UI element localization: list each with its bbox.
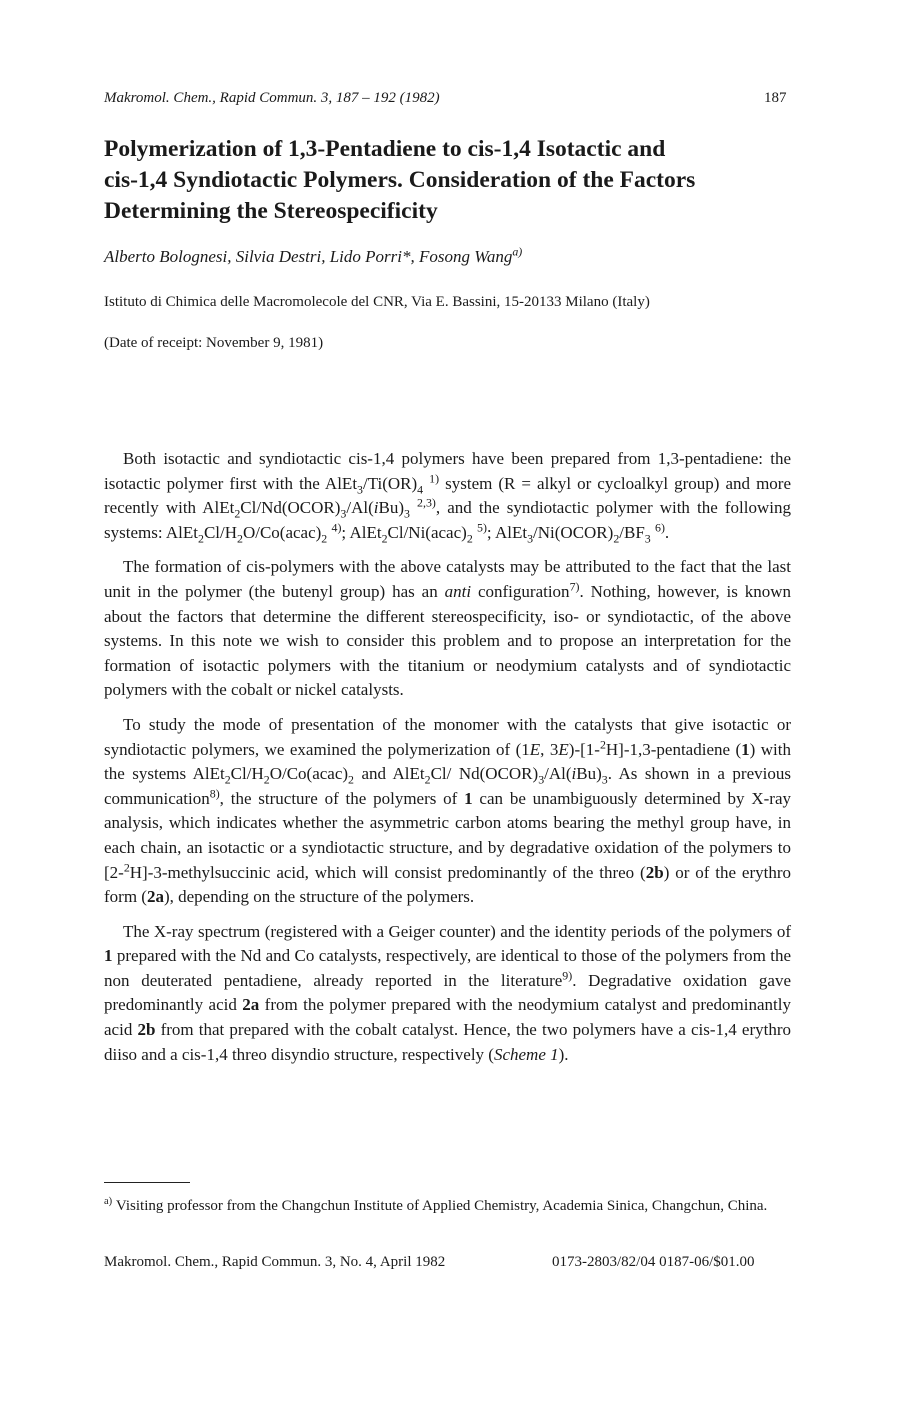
article-body [104,447,791,1077]
paragraph-3: To study the mode of presentation of the monomer with the catalysts that give isotactic or syndiotactic polymers, we examined the polymerization of (1E, 3E)-[1-$^2$H]-1,3-pentadiene (1) with the systems $AlEt_2Cl/H_2O/Co(acac)_2$ and AlEt$_2$Cl/ $Nd(OCOR)_3/Al(iBu)_3$. As shown in a previous communication$^{8)}$, the structure of the polymers of 1 can be unambiguously determined by X-ray analysis, which indicates whether the asymmetric carbon atoms bearing the methyl group have, in each chain, an isotactic or a syndiotactic structure, and by degradative oxidation of the polymers to [2-$^2$H]-3-methylsuccinic acid, which will consist predominantly of the threo (2b) or of the erythro form (2a), depending on the structure of the polymers. [104,714,792,907]
footnote-text: Visiting professor from the Changchun Institute of Applied Chemistry, Academia Sinica, Changchun, China. [115,1198,768,1214]
affiliation: Istituto di Chimica delle Macromolecole del CNR, Via E. Bassini, 15-20133 Milano (Italy) [104,294,650,310]
footnote-mark: a) [104,1196,113,1207]
authors [104,244,523,267]
paragraph-1: Both isotactic and syndiotactic cis-1,4 polymers have been prepared from 1,3-pentadiene: the isotactic polymer first with the $AlEt_3/Ti(OR)_4$ $^{1)}$ system (R = alkyl or cycloalkyl group) and more recently with $AlEt_2Cl/Nd(OCOR)_3/Al(iBu)_3$ $^{2,3)}$, and the syndiotactic polymer with the following systems: $AlEt_2Cl/H_2O/Co(acac)_2$ $^{4)}$; $AlEt_2Cl/Ni(acac)_2$ $^{5)}$; $AlEt_3/Ni(OCOR)_2/BF_3$ $^{6)}$. [104,449,792,546]
author-footnote-mark: a) [512,244,523,259]
page-number: 187 [764,90,787,106]
title-line-1: Polymerization of 1,3-Pentadiene to cis-1,4 Isotactic and [104,136,666,162]
footnote [104,1196,794,1216]
author-list: Alberto Bolognesi, Silvia Destri, Lido Porri*, Fosong Wang [104,247,513,266]
footnote-divider [104,1182,190,1183]
article-title [104,134,804,227]
paragraph-4: The X-ray spectrum (registered with a Geiger counter) and the identity periods of the polymers of 1 prepared with the Nd and Co catalysts, respectively, are identical to those of the polymers from the non deuterated pentadiene, already reported in the literature$^{9)}$. Degradative oxidation gave predominantly acid 2a from the polymer prepared with the neodymium catalyst and predominantly acid 2b from that prepared with the cobalt catalyst. Hence, the two polymers have a cis-1,4 erythro diiso and a cis-1,4 threo disyndio structure, respectively (Scheme 1). [104,921,791,1064]
footer-code: 0173-2803/82/04 0187-06/$01.00 [552,1254,755,1270]
paragraph-2: The formation of cis-polymers with the above catalysts may be attributed to the fact that the last unit in the polymer (the butenyl group) has an anti configuration$^{7)}$. Nothing, however, is known about the factors that determine the different stereospecificity, iso- or syndiotactic, of the above systems. In this note we wish to consider this problem and to propose an interpretation for the formation of isotactic polymers with the titanium or neodymium catalysts and of syndiotactic polymers with the cobalt or nickel catalysts. [104,557,791,700]
date-of-receipt: (Date of receipt: November 9, 1981) [104,335,324,351]
journal-reference: Makromol. Chem., Rapid Commun. 3, 187 – 192 (1982) [104,90,440,106]
title-line-2: cis-1,4 Syndiotactic Polymers. Consideration of the Factors [104,167,696,193]
title-line-3: Determining the Stereospecificity [104,198,438,224]
footer-citation: Makromol. Chem., Rapid Commun. 3, No. 4, April 1982 [104,1254,446,1270]
